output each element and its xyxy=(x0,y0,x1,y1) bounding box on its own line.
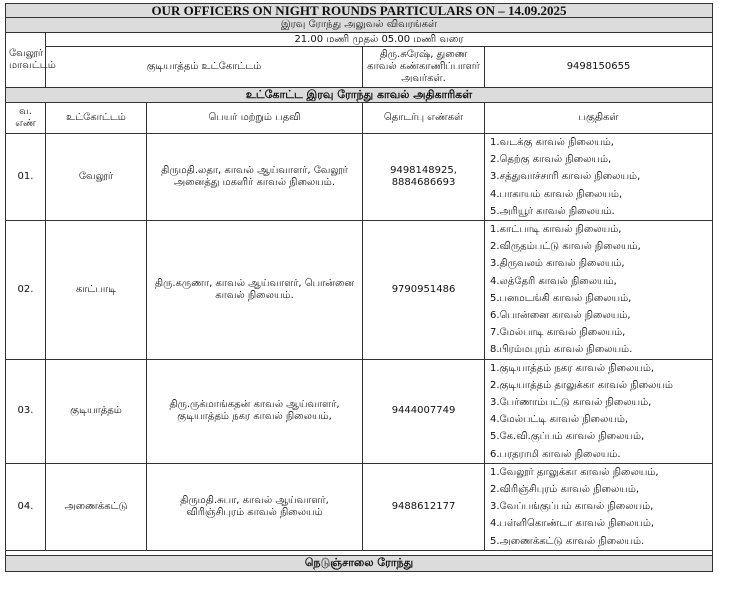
table-row xyxy=(6,221,713,360)
col-sno: வ. எண் xyxy=(6,103,46,134)
timing: 21.00 மணி முதல் 05.00 மணி வரை xyxy=(46,33,713,47)
row-phone: 9498148925, 8884686693 xyxy=(363,134,485,221)
district-subdivision: குடியாத்தம் உட்கோட்டம் xyxy=(46,47,363,88)
area-item: 5.அணைக்கட்டு காவல் நிலையம். xyxy=(490,535,645,547)
area-item: 7.மேல்பாடி காவல் நிலையம், xyxy=(490,327,626,339)
area-item: 4.பாகாயம் காவல் நிலையம், xyxy=(490,188,623,200)
row-sno: 01. xyxy=(6,134,46,221)
footer-section-title: நெடுஞ்சாலை ரோந்து xyxy=(6,555,713,571)
row-officer: திருமதி.சுபா, காவல் ஆய்வாளர், விரிஞ்சிபுரம் காவல் நிலையம் xyxy=(147,463,363,550)
area-item: 1.காட்பாடி காவல் நிலையம், xyxy=(490,224,622,236)
row-areas xyxy=(485,359,713,463)
area-item: 5.பனமடங்கி காவல் நிலையம், xyxy=(490,292,632,304)
section-title: உட்கோட்ட இரவு ரோந்து காவல் அதிகாரிகள் xyxy=(6,88,713,103)
area-item: 4.மேல்பட்டி காவல் நிலையம், xyxy=(490,414,629,426)
row-sno: 04. xyxy=(6,463,46,550)
row-officer: திருமதி.லதா, காவல் ஆய்வாளர், வேலூர் அனைத்து மகளிர் காவல் நிலையம். xyxy=(147,134,363,221)
row-officer: திரு.ருக்மாங்கதன் காவல் ஆய்வாளர், குடியாத்தம் நகர காவல் நிலையம், xyxy=(147,359,363,463)
table-row xyxy=(6,463,713,550)
row-phone: 9790951486 xyxy=(363,221,485,360)
area-item: 3.வேப்பங்குப்பம் காவல் நிலையம், xyxy=(490,501,654,513)
col-name: பெயர் மற்றும் பதவி xyxy=(147,103,363,134)
area-item: 2.தெற்கு காவல் நிலையம், xyxy=(490,154,612,166)
area-item: 3.சத்துவாச்சாரி காவல் நிலையம், xyxy=(490,171,641,183)
area-item: 6.பரதராமி காவல் நிலையம். xyxy=(490,448,621,460)
row-subdivision: வேலூர் xyxy=(46,134,147,221)
col-subdivision: உட்கோட்டம் xyxy=(46,103,147,134)
district-phone: 9498150655 xyxy=(485,47,713,88)
row-areas xyxy=(485,134,713,221)
row-phone: 9444007749 xyxy=(363,359,485,463)
area-item: 1.வேலூர் தாலுக்கா காவல் நிலையம், xyxy=(490,466,659,478)
district-label: வேலூர் மாவட்டம் xyxy=(6,33,46,88)
area-item: 3.திருவலம் காவல் நிலையம், xyxy=(490,258,625,270)
row-sno: 03. xyxy=(6,359,46,463)
row-subdivision: அணைக்கட்டு xyxy=(46,463,147,550)
area-item: 4.லத்தேரி காவல் நிலையம், xyxy=(490,275,617,287)
row-officer: திரு.கருணா, காவல் ஆய்வாளர், பொன்னை காவல் நிலையம். xyxy=(147,221,363,360)
column-header-row xyxy=(6,103,713,134)
row-areas xyxy=(485,463,713,550)
row-areas xyxy=(485,221,713,360)
row-subdivision: காட்பாடி xyxy=(46,221,147,360)
area-item: 5.கே.வி.குப்பம் காவல் நிலையம், xyxy=(490,431,645,443)
subtitle: இரவு ரோந்து அலுவல் விவரங்கள் xyxy=(6,18,713,33)
row-subdivision: குடியாத்தம் xyxy=(46,359,147,463)
table-row xyxy=(6,359,713,463)
district-officer: திரு.சுரேஷ், துணை காவல் கண்காணிப்பாளர் அவர்கள். xyxy=(363,47,485,88)
row-sno: 02. xyxy=(6,221,46,360)
row-phone: 9488612177 xyxy=(363,463,485,550)
area-item: 3.பேர்ணாம்பட்டு காவல் நிலையம், xyxy=(490,397,652,409)
area-item: 2.விருதம்பட்டு காவல் நிலையம், xyxy=(490,241,641,253)
col-phone: தொடர்பு எண்கள் xyxy=(363,103,485,134)
night-rounds-table xyxy=(5,3,713,572)
area-item: 1.வடக்கு காவல் நிலையம், xyxy=(490,137,614,148)
area-item: 8.பிரம்மபுரம் காவல் நிலையம். xyxy=(490,344,633,356)
area-item: 2.விரிஞ்சிபுரம் காவல் நிலையம், xyxy=(490,484,640,496)
area-item: 5.அரியூர் காவல் நிலையம். xyxy=(490,205,615,217)
area-item: 1.குடியாத்தம் நகர காவல் நிலையம், xyxy=(490,362,655,374)
page-title: OUR OFFICERS ON NIGHT ROUNDS PARTICULARS ON – 14.09.2025 xyxy=(6,4,713,18)
area-item: 2.குடியாத்தம் தாலுக்கா காவல் நிலையம் xyxy=(490,379,673,391)
col-areas: பகுதிகள் xyxy=(485,103,713,134)
table-row xyxy=(6,134,713,221)
area-item: 4.பள்ளிகொண்டா காவல் நிலையம், xyxy=(490,518,655,530)
area-item: 6.பொன்னை காவல் நிலையம், xyxy=(490,310,631,322)
